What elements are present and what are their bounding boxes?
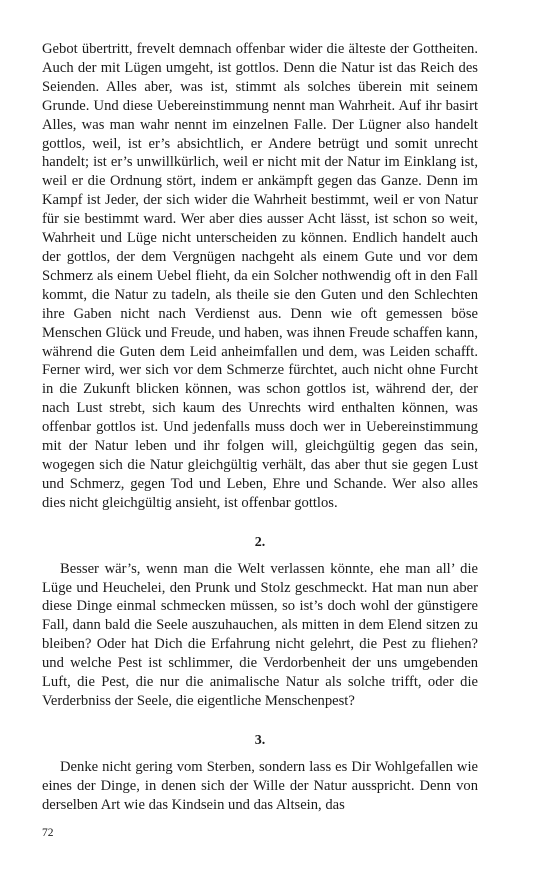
- section-2-paragraph: Besser wär’s, wenn man die Welt verlassen könnte, ehe man all’ die Lüge und Heuchelei, den Prunk und Stolz geschmeckt. Hat man nun aber diese Dinge einmal schmecken müssen, so ist’s doch wohl der günstigere Fall, dann bald die Seele auszuhauchen, als mitten in dem Elend sitzen zu bleiben? Oder hat Dich die Erfahrung nicht gelehrt, die Pest zu fliehen? und welche Pest ist schlimmer, die Verdorbenheit der uns umgebenden Luft, die Pest, die nur die animalische Natur als solche trifft, oder die Verderbniss der Seele, die eigentliche Menschenpest?: [42, 560, 478, 709]
- section-2-heading: 2.: [254, 534, 266, 550]
- page-body: [42, 40, 478, 815]
- page-number: 72: [42, 827, 54, 839]
- section-3-heading: 3.: [254, 732, 266, 748]
- paragraph-continuation: Gebot übertritt, frevelt demnach offenbar wider die älteste der Gottheiten. Auch der mit Lügen umgeht, ist gottlos. Denn die Natur ist das Reich des Seienden. Alles aber, was ist, stimmt als solches überein mit seinem Grunde. Und diese Uebereinstimmung nennt man Wahrheit. Auf ihr basirt Alles, was man wahr nennt im einzelnen Falle. Der Lügner also handelt gottlos, weil, ist er’s absichtlich, er Andere betrügt und somit unrecht handelt; ist er’s unwillkürlich, weil er nicht mit der Natur im Einklang ist, weil er die Ordnung stört, indem er ankämpft gegen das Ganze. Denn im Kampf ist Jeder, der sich wider die Wahrheit bestimmt, weil er von Natur für sie bestimmt ward. Wer aber dies ausser Acht lässt, ist schon so weit, Wahrheit und Lüge nicht unterscheiden zu können. Endlich handelt auch der gottlos, der dem Vergnügen nachgeht als einem Gute und vor dem Schmerz als einem Uebel flieht, da ein Solcher nothwendig oft in den Fall kommt, die Natur zu tadeln, als theile sie den Guten und den Schlechten ihre Gaben nicht nach Verdienst aus. Denn wie oft gemessen böse Menschen Glück und Freude, und haben, was ihnen Freude schaffen kann, während die Guten dem Leid anheimfallen und dem, was Leiden schafft. Ferner wird, wer sich vor dem Schmerze fürchtet, auch nicht ohne Furcht in die Zukunft blicken können, was schon gottlos ist, während der, der nach Lust strebt, sich kaum des Unrechts wird enthalten können, was offenbar gottlos ist. Und jedenfalls muss doch wer in Uebereinstimmung mit der Natur leben und ihr folgen will, gleichgültig gegen das sein, wogegen sich die Natur gleichgültig verhält, das aber thut sie gegen Lust und Schmerz, gegen Tod und Leben, Ehre und Schande. Wer also alles dies nicht gleichgültig ansieht, ist offenbar gottlos.: [42, 41, 478, 511]
- section-3-paragraph: Denke nicht gering vom Sterben, sondern lass es Dir Wohlgefallen wie eines der Dinge, in denen sich der Wille der Natur ausspricht. Denn von derselben Art wie das Kindsein und das Altsein, das: [42, 758, 478, 813]
